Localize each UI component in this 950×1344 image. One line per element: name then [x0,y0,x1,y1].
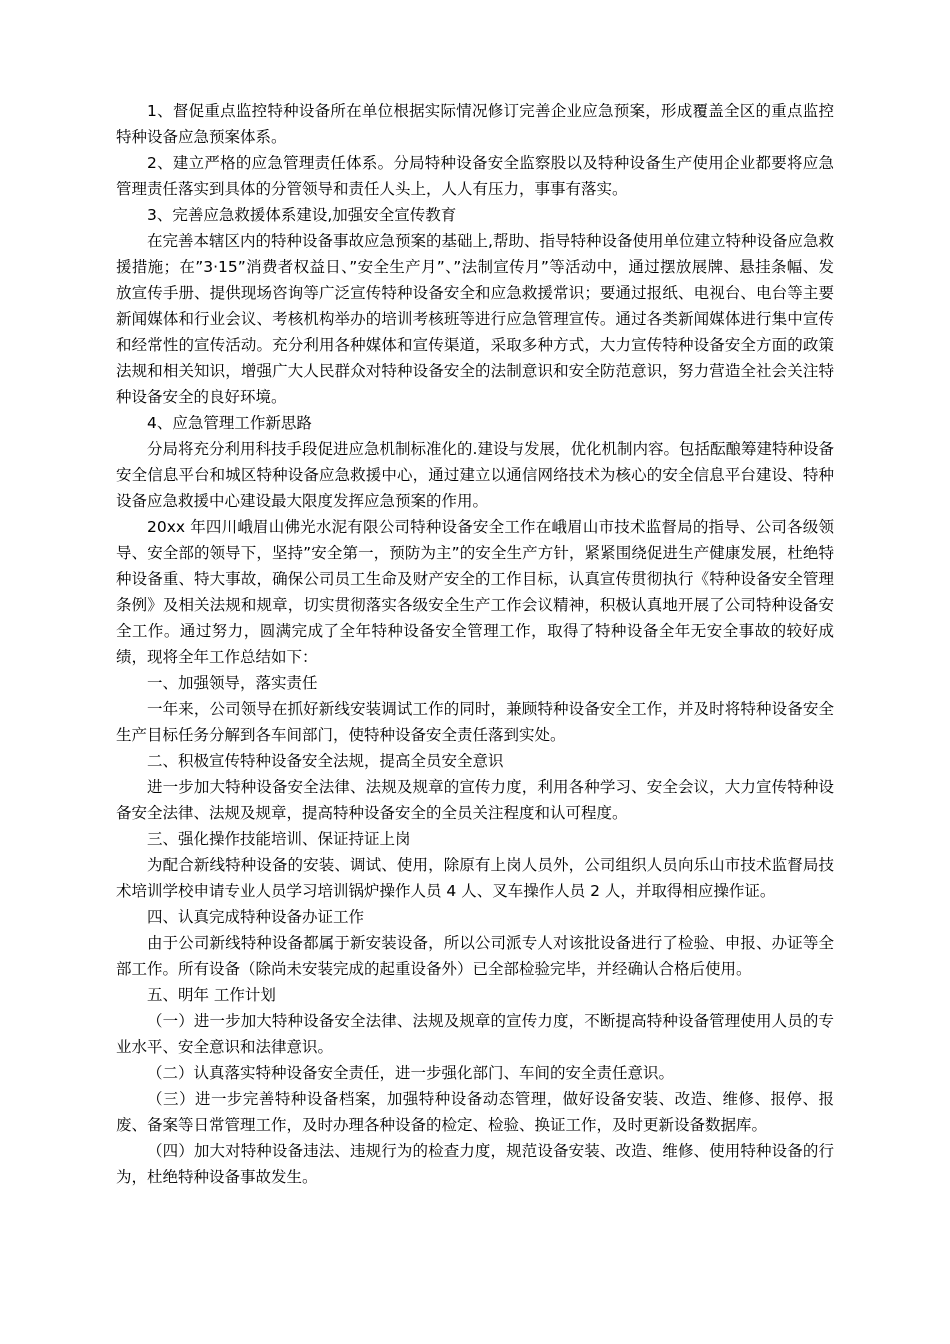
paragraph-supervise-key-units: 1、督促重点监控特种设备所在单位根据实际情况修订完善企业应急预案，形成覆盖全区的重点监控特种设备应急预案体系。 [116,102,834,146]
heading-next-year-plan: 五、明年 工作计划 [147,986,276,1004]
paragraph-training: 为配合新线特种设备的安装、调试、使用，除原有上岗人员外，公司组织人员向乐山市技术监督局技术培训学校申请专业人员学习培训锅炉操作人员 4 人、叉车操作人员 2 人，并取得相应操作证。 [116,856,834,900]
heading-certification: 四、认真完成特种设备办证工作 [147,908,365,926]
document-body [116,98,834,1190]
heading-leadership: 一、加强领导，落实责任 [147,674,318,692]
paragraph-publicity: 进一步加大特种设备安全法律、法规及规章的宣传力度，利用各种学习、安全会议，大力宣传特种设备安全法律、法规及规章，提高特种设备安全的全员关注程度和认可程度。 [116,778,834,822]
plan-item-4: （四）加大对特种设备违法、违规行为的检查力度，规范设备安装、改造、维修、使用特种设备的行为，杜绝特种设备事故发生。 [116,1142,834,1186]
heading-publicity: 二、积极宣传特种设备安全法规，提高全员安全意识 [147,752,504,770]
heading-new-ideas: 4、应急管理工作新思路 [147,414,312,432]
paragraph-new-ideas: 分局将充分利用科技手段促进应急机制标准化的.建设与发展，优化机制内容。包括酝酿筹建特种设备安全信息平台和城区特种设备应急救援中心，通过建立以通信网络技术为核心的安全信息平台建设、特种设备应急救援中心建设最大限度发挥应急预案的作用。 [116,440,834,510]
heading-rescue-system: 3、完善应急救援体系建设,加强安全宣传教育 [147,206,457,224]
paragraph-leadership: 一年来，公司领导在抓好新线安装调试工作的同时，兼顾特种设备安全工作，并及时将特种设备安全生产目标任务分解到各车间部门，使特种设备安全责任落到实处。 [116,700,834,744]
paragraph-rescue-publicity: 在完善本辖区内的特种设备事故应急预案的基础上,帮助、指导特种设备使用单位建立特种设备应急救援措施；在”3·15”消费者权益日、”安全生产月”、”法制宣传月”等活动中，通过摆放展牌、悬挂条幅、发放宣传手册、提供现场咨询等广泛宣传特种设备安全和应急救援常识；要通过报纸、电视台、电台等主要新闻媒体和行业会议、考核机构举办的培训考核班等进行应急管理宣传。通过各类新闻媒体进行集中宣传和经常性的宣传活动。充分利用各种媒体和宣传渠道，采取多种方式，大力宣传特种设备安全方面的政策法规和相关知识，增强广大人民群众对特种设备安全的法制意识和安全防范意识，努力营造全社会关注特种设备安全的良好环境。 [116,232,834,406]
plan-item-2: （二）认真落实特种设备安全责任，进一步强化部门、车间的安全责任意识。 [147,1064,675,1082]
plan-item-3: （三）进一步完善特种设备档案，加强特种设备动态管理，做好设备安装、改造、维修、报停、报废、备案等日常管理工作，及时办理各种设备的检定、检验、换证工作，及时更新设备数据库。 [116,1090,834,1134]
paragraph-certification: 由于公司新线特种设备都属于新安装设备，所以公司派专人对该批设备进行了检验、申报、办证等全部工作。所有设备（除尚未安装完成的起重设备外）已全部检验完毕，并经确认合格后使用。 [116,934,834,978]
paragraph-annual-summary: 20xx 年四川峨眉山佛光水泥有限公司特种设备安全工作在峨眉山市技术监督局的指导、公司各级领导、安全部的领导下，坚持”安全第一，预防为主”的安全生产方针，紧紧围绕促进生产健康发展，杜绝特种设备重、特大事故，确保公司员工生命及财产安全的工作目标，认真宣传贯彻执行《特种设备安全管理条例》及相关法规和规章，切实贯彻落实各级安全生产工作会议精神，积极认真地开展了公司特种设备安全工作。通过努力，圆满完成了全年特种设备安全管理工作，取得了特种设备全年无安全事故的较好成绩，现将全年工作总结如下： [116,518,834,666]
paragraph-responsibility-system: 2、建立严格的应急管理责任体系。分局特种设备安全监察股以及特种设备生产使用企业都要将应急管理责任落实到具体的分管领导和责任人头上，人人有压力，事事有落实。 [116,154,834,198]
heading-training: 三、强化操作技能培训、保证持证上岗 [147,830,411,848]
plan-item-1: （一）进一步加大特种设备安全法律、法规及规章的宣传力度，不断提高特种设备管理使用人员的专业水平、安全意识和法律意识。 [116,1012,834,1056]
